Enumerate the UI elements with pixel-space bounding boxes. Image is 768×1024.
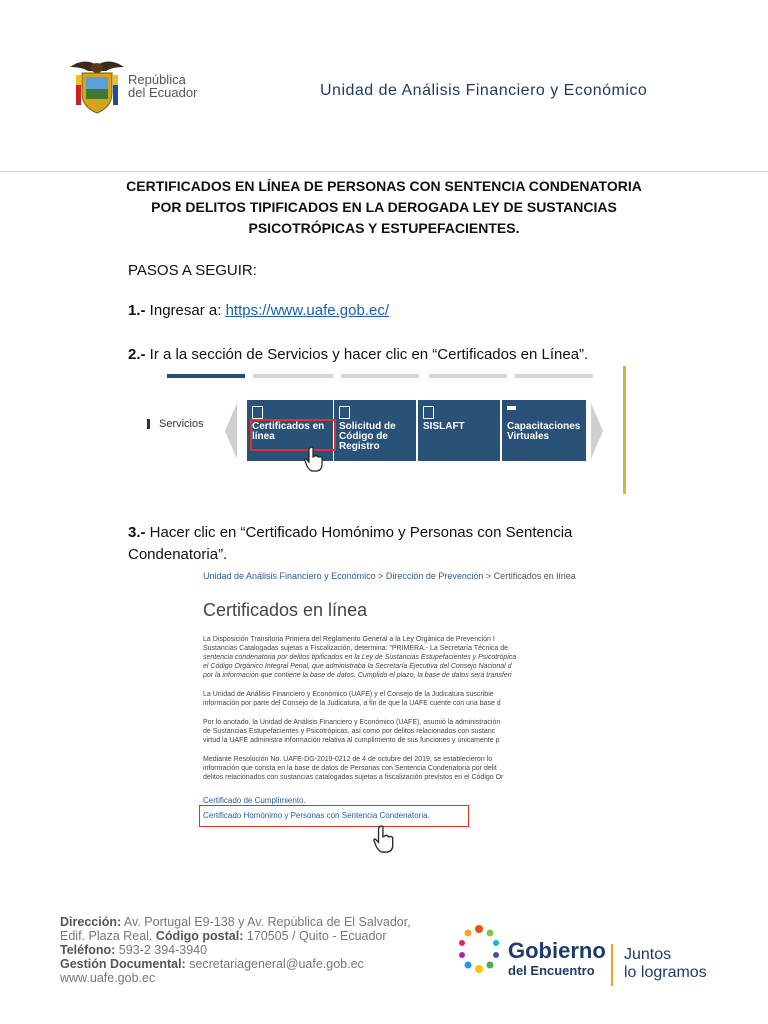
- breadcrumb-separator: >: [483, 571, 494, 581]
- logo-divider: [611, 944, 613, 986]
- service-card-solicitud[interactable]: [334, 400, 416, 461]
- phone-label: Teléfono:: [60, 943, 116, 957]
- paragraph-line: el Código Orgánico Integral Penal, que administraba la Secretaría Ejecutiva del Consejo Nacional d: [203, 663, 512, 670]
- address-value: Av. Portugal E9-138 y Av. República de El Salvador,: [121, 915, 411, 929]
- form-icon: [339, 406, 350, 419]
- tab-indicator-active: [167, 374, 245, 378]
- uafe-website-link[interactable]: https://www.uafe.gob.ec/: [225, 302, 389, 319]
- paragraph-line: Mediante Resolución No. UAFE-DG-2019-0212 de 4 de octubre del 2019, se establecieron lo: [203, 756, 493, 763]
- breadcrumb-link[interactable]: Dirección de Prevención: [385, 571, 484, 581]
- service-card-label: [339, 422, 396, 452]
- card-line: Capacitaciones: [507, 421, 581, 432]
- step-3-line1: [128, 522, 640, 544]
- gobierno-word: Gobierno: [508, 938, 606, 963]
- paragraph-line: delitos relacionados con sustancias catalogadas sujetas a fiscalización previstos en el Código Or: [203, 774, 504, 781]
- step-3-number: 3.-: [128, 524, 146, 541]
- postal-value: 170505 / Quito - Ecuador: [243, 929, 387, 943]
- step-2-text: Ir a la sección de Servicios y hacer clic en “Certificados en Línea”.: [145, 346, 589, 363]
- step-3-text-2: Condenatoria”.: [128, 546, 228, 563]
- card-line: línea: [252, 431, 275, 442]
- paragraph-line: de Sustancias Estupefacientes y Psicotrópicas, así como por delitos relacionados con sustanc: [203, 728, 496, 735]
- phone-value: 593-2 394-3940: [115, 943, 208, 957]
- republic-label: [128, 73, 197, 99]
- title-line-3: PSICOTRÓPICAS Y ESTUPEFACIENTES.: [248, 220, 520, 236]
- upload-icon: [423, 406, 434, 419]
- address-line2: Edif. Plaza Real.: [60, 929, 156, 943]
- hand-cursor-icon: [303, 446, 325, 472]
- step-1: [128, 302, 389, 319]
- breadcrumb-separator: >: [375, 571, 386, 581]
- tab-indicator: [515, 374, 593, 378]
- service-card-sislaft[interactable]: [418, 400, 500, 461]
- hand-cursor-icon: [372, 824, 396, 854]
- tab-indicator: [429, 374, 507, 378]
- card-line: Registro: [339, 441, 380, 452]
- card-line: Código de: [339, 431, 388, 442]
- chevron-right-icon[interactable]: [591, 403, 603, 459]
- slogan-line2: lo logramos: [624, 964, 707, 981]
- title-line-2: POR DELITOS TIPIFICADOS EN LA DEROGADA LEY DE SUSTANCIAS: [151, 199, 617, 215]
- service-card-label: [423, 422, 465, 432]
- card-line: SISLAFT: [423, 421, 465, 432]
- paragraph-4: [203, 755, 577, 782]
- step-2: [128, 346, 588, 363]
- header-divider: [0, 171, 768, 172]
- step-1-number: 1.-: [128, 302, 146, 319]
- paragraph-line: sentencia condenatoria por delitos tipificados en la Ley de Sustancias Estupefacientes y Psicotrópica: [203, 654, 517, 661]
- steps-heading: PASOS A SEGUIR:: [128, 262, 257, 279]
- highlight-box: [199, 805, 469, 827]
- footer-contact: [60, 915, 411, 985]
- paragraph-line: por la información que contiene la base de datos. Cumplido el plazo, la base de datos será transferi: [203, 672, 512, 679]
- postal-label: Código postal:: [155, 929, 244, 943]
- services-label: Servicios: [159, 418, 204, 430]
- card-line: Certificados en: [252, 421, 325, 432]
- document-title: [100, 176, 668, 239]
- ecuador-coat-of-arms-icon: [66, 55, 128, 117]
- step-3-text: Hacer clic en “Certificado Homónimo y Personas con Sentencia: [145, 524, 573, 541]
- address-label: Dirección:: [60, 915, 122, 929]
- paragraph-3: [203, 718, 577, 745]
- service-card-capacitaciones[interactable]: [502, 400, 586, 461]
- slogan: [624, 946, 707, 982]
- paragraph-line: información que consta en la base de datos de Personas con Sentencia Condenatoria por delit: [203, 765, 497, 772]
- paragraph-line: La Unidad de Análisis Financiero y Económico (UAFE) y el Consejo de la Judicatura suscribie: [203, 691, 494, 698]
- card-line: Virtuales: [507, 431, 550, 442]
- title-line-1: CERTIFICADOS EN LÍNEA DE PERSONAS CON SENTENCIA CONDENATORIA: [126, 178, 642, 194]
- certificate-homonym-link[interactable]: Certificado Homónimo y Personas con Sentencia Condenatoria.: [203, 811, 430, 820]
- step-1-text: Ingresar a:: [145, 302, 226, 319]
- encuentro-word: del Encuentro: [508, 963, 595, 978]
- service-card-label: [507, 422, 580, 442]
- document-icon: [252, 406, 263, 419]
- website[interactable]: www.uafe.gob.ec: [60, 971, 156, 985]
- step-3: [128, 522, 640, 566]
- republic-line2: del Ecuador: [128, 85, 198, 100]
- docs-label: Gestión Documental:: [60, 957, 186, 971]
- paragraph-line: La Disposición Transitoria Primera del Reglamento General a la Ley Orgánica de Prevención I: [203, 636, 495, 643]
- paragraph-line: información por parte del Consejo de la Judicatura, a fin de que la UAFE cuente con una base d: [203, 700, 501, 707]
- services-bullet: [147, 419, 150, 429]
- breadcrumb-link[interactable]: Unidad de Análisis Financiero y Económico: [203, 571, 376, 581]
- paragraph-line: Por lo anotado, la Unidad de Análisis Financiero y Económico (UAFE), asumió la administración: [203, 719, 501, 726]
- paragraph-line: Sustancias Catalogadas sujetas a Fiscalización, determina: "PRIMERA.- La Secretaría Técnica de: [203, 645, 509, 652]
- decorative-line: [623, 366, 626, 494]
- gobierno-logo-text: [508, 940, 606, 978]
- republic-line1: República: [128, 72, 186, 87]
- certificate-compliance-link[interactable]: Certificado de Cumplimiento.: [203, 796, 306, 805]
- breadcrumb-current: Certificados en línea: [493, 571, 576, 581]
- tab-indicator: [253, 374, 333, 378]
- paragraph-1: [203, 635, 577, 680]
- breadcrumb: [203, 571, 576, 581]
- slogan-line1: Juntos: [624, 946, 672, 963]
- gobierno-encuentro-logo-icon: [457, 921, 502, 976]
- paragraph-2: [203, 690, 577, 708]
- card-line: Solicitud de: [339, 421, 396, 432]
- docs-email[interactable]: secretariageneral@uafe.gob.ec: [185, 957, 364, 971]
- unit-title: Unidad de Análisis Financiero y Económico: [320, 82, 648, 99]
- certificates-page-screenshot: [197, 566, 577, 856]
- paragraph-line: virtud la UAFE administra información relativa al cumplimiento de sus funciones y únicamente p: [203, 737, 500, 744]
- chevron-left-icon[interactable]: [225, 403, 237, 459]
- step-2-number: 2.-: [128, 346, 146, 363]
- services-screenshot: [147, 366, 627, 494]
- graduation-cap-icon: [507, 406, 516, 416]
- tab-indicator: [341, 374, 419, 378]
- certificates-heading: Certificados en línea: [203, 600, 368, 620]
